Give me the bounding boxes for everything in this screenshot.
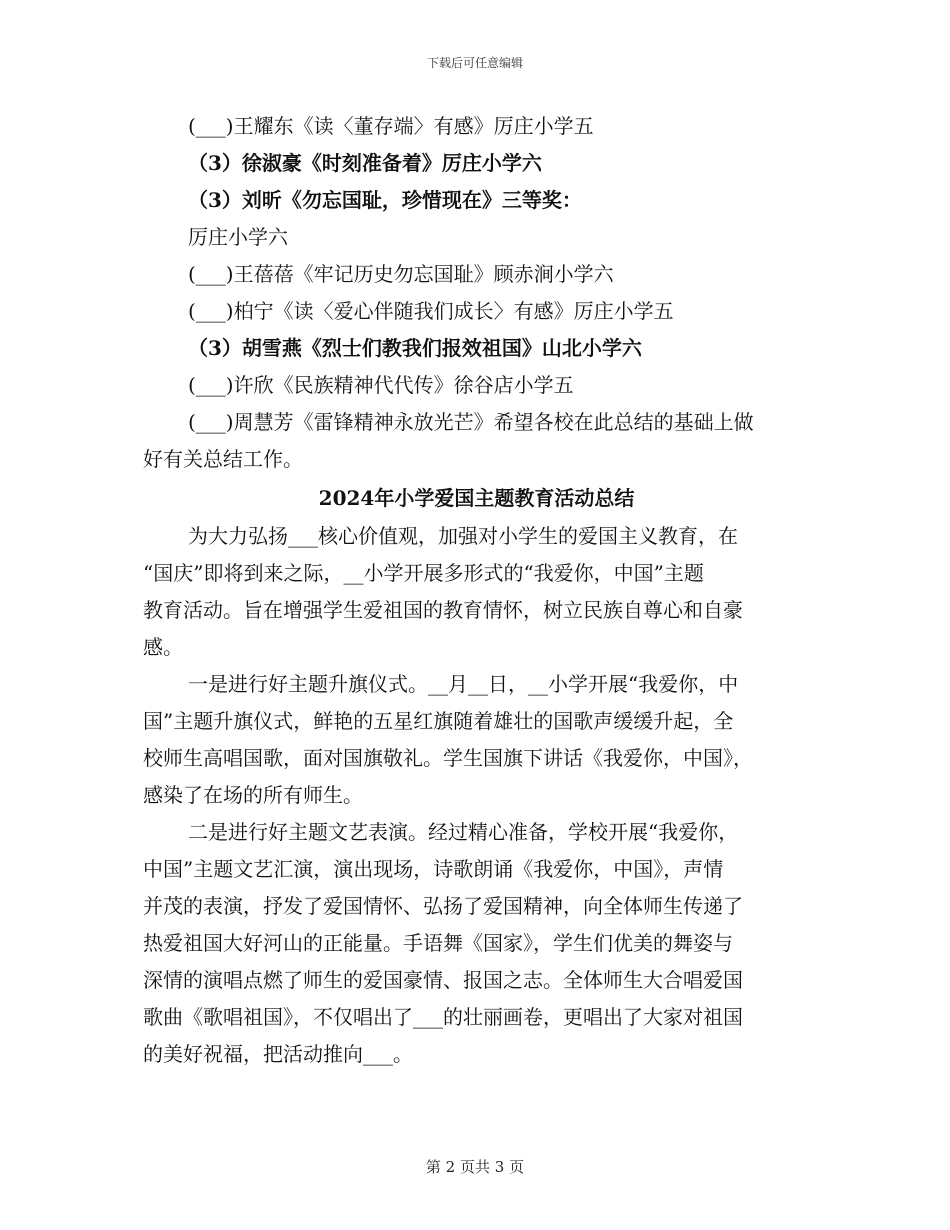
page-header: 下载后可任意编辑 bbox=[426, 56, 523, 70]
award-list-item: (___)周慧芳《雷锋精神永放光芒》希望各校在此总结的基础上做 bbox=[188, 410, 754, 434]
award-list-item: (___)许欣《民族精神代代传》徐谷店小学五 bbox=[188, 373, 574, 397]
paragraph-line: 为大力弘扬___核心价值观，加强对小学生的爱国主义教育，在 bbox=[188, 524, 738, 548]
document-body bbox=[143, 108, 810, 1073]
award-list-item: （3）胡雪燕《烈士们教我们报效祖国》山北小学六 bbox=[188, 336, 642, 360]
paragraph-line: 一是进行好主题升旗仪式。__月__日，__小学开展“我爱你，中 bbox=[188, 672, 739, 696]
paragraph-line: 感染了在场的所有师生。 bbox=[143, 783, 363, 807]
paragraph-line: 热爱祖国大好河山的正能量。手语舞《国家》，学生们优美的舞姿与 bbox=[143, 931, 733, 955]
paragraph-line: 的美好祝福，把活动推向___。 bbox=[143, 1042, 413, 1066]
paragraph-line: 并茂的表演，抒发了爱国情怀、弘扬了爱国精神，向全体师生传递了 bbox=[143, 894, 743, 918]
section-title: 2024年小学爱国主题教育活动总结 bbox=[318, 486, 635, 510]
paragraph-line: 二是进行好主题文艺表演。经过精心准备，学校开展“我爱你， bbox=[188, 820, 739, 844]
award-list-item: （3）徐淑豪《时刻准备着》厉庄小学六 bbox=[188, 151, 542, 175]
paragraph-performance bbox=[143, 814, 810, 1073]
page-footer: 第 2 页共 3 页 bbox=[425, 1158, 525, 1176]
paragraph-line: 感。 bbox=[143, 635, 183, 659]
paragraph-line: 校师生高唱国歌，面对国旗敬礼。学生国旗下讲话《我爱你，中国》， bbox=[143, 746, 753, 770]
award-list-item: （3）刘昕《勿忘国耻，珍惜现在》三等奖： bbox=[188, 188, 582, 212]
paragraph-flag-ceremony bbox=[143, 666, 810, 814]
award-list-item: 厉庄小学六 bbox=[188, 225, 288, 249]
paragraph-intro bbox=[143, 518, 810, 666]
award-list-item: (___)王耀东《读〈董存端〉有感》厉庄小学五 bbox=[188, 114, 594, 138]
paragraph-line: 教育活动。旨在增强学生爱祖国的教育情怀，树立民族自尊心和自豪 bbox=[143, 598, 743, 622]
closing-line: 好有关总结工作。 bbox=[143, 447, 303, 471]
award-list-item: (___)柏宁《读〈爱心伴随我们成长〉有感》厉庄小学五 bbox=[188, 299, 674, 323]
paragraph-line: 国”主题升旗仪式，鲜艳的五星红旗随着雄壮的国歌声缓缓升起，全 bbox=[143, 709, 734, 733]
paragraph-line: 歌曲《歌唱祖国》，不仅唱出了___的壮丽画卷，更唱出了大家对祖国 bbox=[143, 1005, 743, 1029]
paragraph-line: “国庆”即将到来之际，__小学开展多形式的“我爱你，中国”主题 bbox=[143, 561, 704, 585]
paragraph-line: 深情的演唱点燃了师生的爱国豪情、报国之志。全体师生大合唱爱国 bbox=[143, 968, 743, 992]
award-list-item: (___)王蓓蓓《牢记历史勿忘国耻》顾赤涧小学六 bbox=[188, 262, 614, 286]
paragraph-line: 中国”主题文艺汇演，演出现场，诗歌朗诵《我爱你，中国》，声情 bbox=[143, 857, 724, 881]
